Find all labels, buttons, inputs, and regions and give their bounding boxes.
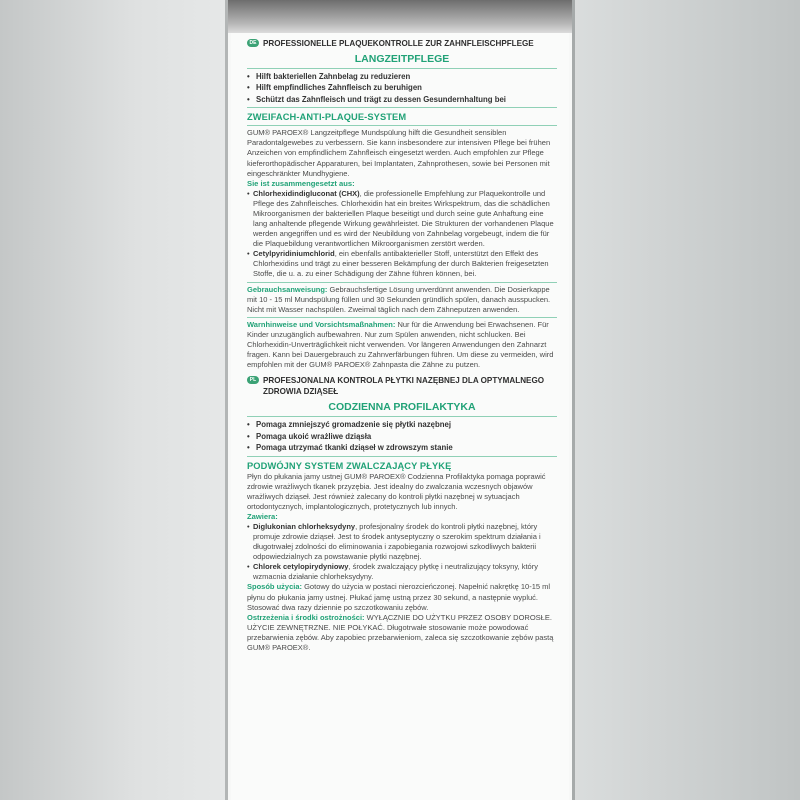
pl-warning-text: WYŁĄCZNIE DO UŻYTKU PRZEZ OSOBY DOROSŁE. UŻYCIE ZEWNĘTRZNE. NIE POŁYKAĆ. Długotrwałe stosowanie może powodować przebarwienia zębów. Aby zapobiec przebarwieniom, zaleca się szczotkowanie zębów pastą GUM® PAROEX®. [247, 612, 554, 652]
pl-flag-icon: PL [247, 376, 259, 384]
divider [247, 68, 557, 69]
pl-ingredient-2 [247, 562, 557, 582]
label-panel [231, 33, 569, 800]
pl-ingredient-1-name: Diglukonian chlorheksydyny [253, 521, 356, 531]
de-composition-label: Sie ist zusammengesetzt aus: [247, 178, 355, 188]
de-warning [247, 320, 557, 370]
de-usage-text: Gebrauchsfertige Lösung unverdünnt anwenden. Die Dosierkappe mit 10 - 15 ml Mundspülung füllen und 30 Sekunden gründlich spülen, danach ausspucken. Nicht mit Wasser nachspülen. Zweimal täglich nach dem Zähneputzen anwenden. [247, 284, 551, 314]
pl-ingredient-2-text: , środek zwalczający płytkę i neutralizujący toksyny, który wzmacnia działanie chlorheksydyny. [253, 562, 538, 582]
de-system-title: ZWEIFACH-ANTI-PLAQUE-SYSTEM [247, 112, 407, 123]
de-warning-text: Nur für die Anwendung bei Erwachsenen. Für Kinder unzugänglich aufbewahren. Nur zum Spülen anwenden, nicht schlucken. Bei Chlorhexidin-Unverträglichkeit nicht verwenden. Vor längeren Anwendungen den Zahnarzt fragen. Kann bei Dauergebrauch zu Zahnverfärbungen führen. Um diese zu vermeiden, wird empfohlen mit der GUM® PAROEX® Zahnpasta die Zähne zu putzen. [247, 319, 554, 370]
de-title: LANGZEITPFLEGE [354, 53, 450, 65]
de-benefit-list [247, 71, 557, 105]
pl-heading [247, 375, 557, 397]
list-item: • Hilft bakteriellen Zahnbelag zu reduzieren [247, 71, 557, 82]
pl-ingredient-1-text: , profesjonalny środek do kontroli płytki nazębnej, który promuje zdrowie dziąseł. Jest to środek antyseptyczny o szerokim spektrum działania i długotrwałej zdolności do eliminowania i zapobiegania rozwojowi szkodliwych bakterii odpowiedzialnych za powstawanie płytki nazębnej. [253, 521, 541, 562]
list-item: • Schützt das Zahnfleisch und trägt zu dessen Gesundernhaltung bei [247, 94, 557, 105]
list-item: • Pomaga zmniejszyć gromadzenie się płytki nazębnej [247, 419, 557, 430]
de-heading [247, 38, 557, 49]
box-left-side [0, 0, 228, 800]
pl-ingredient-2-name: Chlorek cetylopirydyniowy [253, 562, 349, 572]
divider [247, 107, 557, 108]
divider [247, 282, 557, 283]
label-content [231, 33, 569, 653]
de-flag-icon: DE [247, 39, 259, 47]
de-heading-text: PROFESSIONELLE PLAQUEKONTROLLE ZUR ZAHNFLEISCHPFLEGE [263, 39, 534, 48]
de-ingredient-2 [247, 249, 557, 279]
pl-ingredient-1 [247, 522, 557, 562]
pl-usage-text: Gotowy do użycia w postaci nierozcieńczonej. Napełnić nakrętkę 10-15 ml płynu do płukania jamy ustnej. Płukać jamę ustną przez 30 sekund, a następnie wypluć. Stosować dwa razy dziennie po szczotkowaniu zębów. [247, 582, 551, 612]
de-usage-label: Gebrauchsanweisung: [247, 284, 328, 294]
de-ingredient-2-text: , ein ebenfalls antibakterieller Stoff, unterstützt den Effekt des Chlorhexidins und trägt zu einer besseren Bekämpfung der durch Bakterien freigesetzten Stoffe, die u. a. zu einer Schädigung der Zähne führen können, bei. [253, 249, 549, 279]
de-ingredient-1 [247, 189, 557, 250]
pl-warning-label: Ostrzeżenia i środki ostrożności: [247, 612, 365, 622]
list-item: • Pomaga ukoić wrażliwe dziąsła [247, 431, 557, 442]
list-item: • Pomaga utrzymać tkanki dziąseł w zdrowszym stanie [247, 442, 557, 453]
pl-benefit-list [247, 419, 557, 453]
pl-usage-label: Sposób użycia: [247, 582, 303, 592]
pl-composition-label: Zawiera: [247, 511, 278, 521]
divider [247, 317, 557, 318]
de-ingredient-1-name: Chlorhexidindigluconat (CHX) [253, 188, 360, 198]
pl-warning [247, 613, 557, 653]
pl-system-title: PODWÓJNY SYSTEM ZWALCZAJĄCY PŁYKĘ [247, 460, 452, 471]
pl-title: CODZIENNA PROFILAKTYKA [328, 401, 476, 414]
de-intro: GUM® PAROEX® Langzeitpflege Mundspülung hilft die Gesundheit sensiblen Paradontalgewebes zu verbessern. Sie kann insbesondere zur intensiven Pflege bei frühen Anzeichen von empfindlichem Zahnfleisch eingesetzt werden. Auch empfohlen zur Pflege kieferorthopädischer Apparaturen, bei Implantaten, Zahnprothesen, sowie bei Personen mit eingeschränkter Mundhygiene. [247, 128, 551, 178]
de-warning-label: Warnhinweise und Vorsichtsmaßnahmen: [247, 319, 396, 329]
pl-heading-text: PROFESJONALNA KONTROLA PŁYTKI NAZĘBNEJ DLA OPTYMALNEGO ZDROWIA DZIĄSEŁ [263, 376, 545, 397]
divider [247, 125, 557, 126]
divider [247, 416, 557, 417]
pl-usage [247, 582, 557, 612]
list-item: • Hilft empfindliches Zahnfleisch zu beruhigen [247, 82, 557, 93]
box-right-side [572, 0, 800, 800]
de-ingredient-2-name: Cetylpyridiniumchlorid [253, 249, 335, 259]
divider [247, 456, 557, 457]
de-ingredient-1-text: , die professionelle Empfehlung zur Plaquekontrolle und Pflege des Zahnfleisches. Chlorhexidin hat ein breites Wirkspektrum, das die schädlichen Mikroorganismen der bakteriellen Plaque beseitigt und durch seine gute Anhaftung eine lang anhaltende pflegende Wirkung gewährleistet. Die Strukturen der vorhandenen Plaque werden angegriffen und es wird der Neubildung von Zahnbelag vorgebeugt, indem die für die Plaquebildung verantwortlichen Mikroorganismen zerstört werden. [253, 188, 554, 249]
de-usage [247, 285, 557, 315]
pl-intro: Płyn do płukania jamy ustnej GUM® PAROEX® Codzienna Profilaktyka pomaga poprawić zdrowie wrażliwych tkanek przyzębia. Jest idealny do zwalczania wczesnych objawów wrażliwych dziąseł. Jest również zalecany do kontroli płytki nazębnej w sytuacjach ortodontycznych, implantologicznych, protetycznych lub innych. [247, 471, 546, 511]
